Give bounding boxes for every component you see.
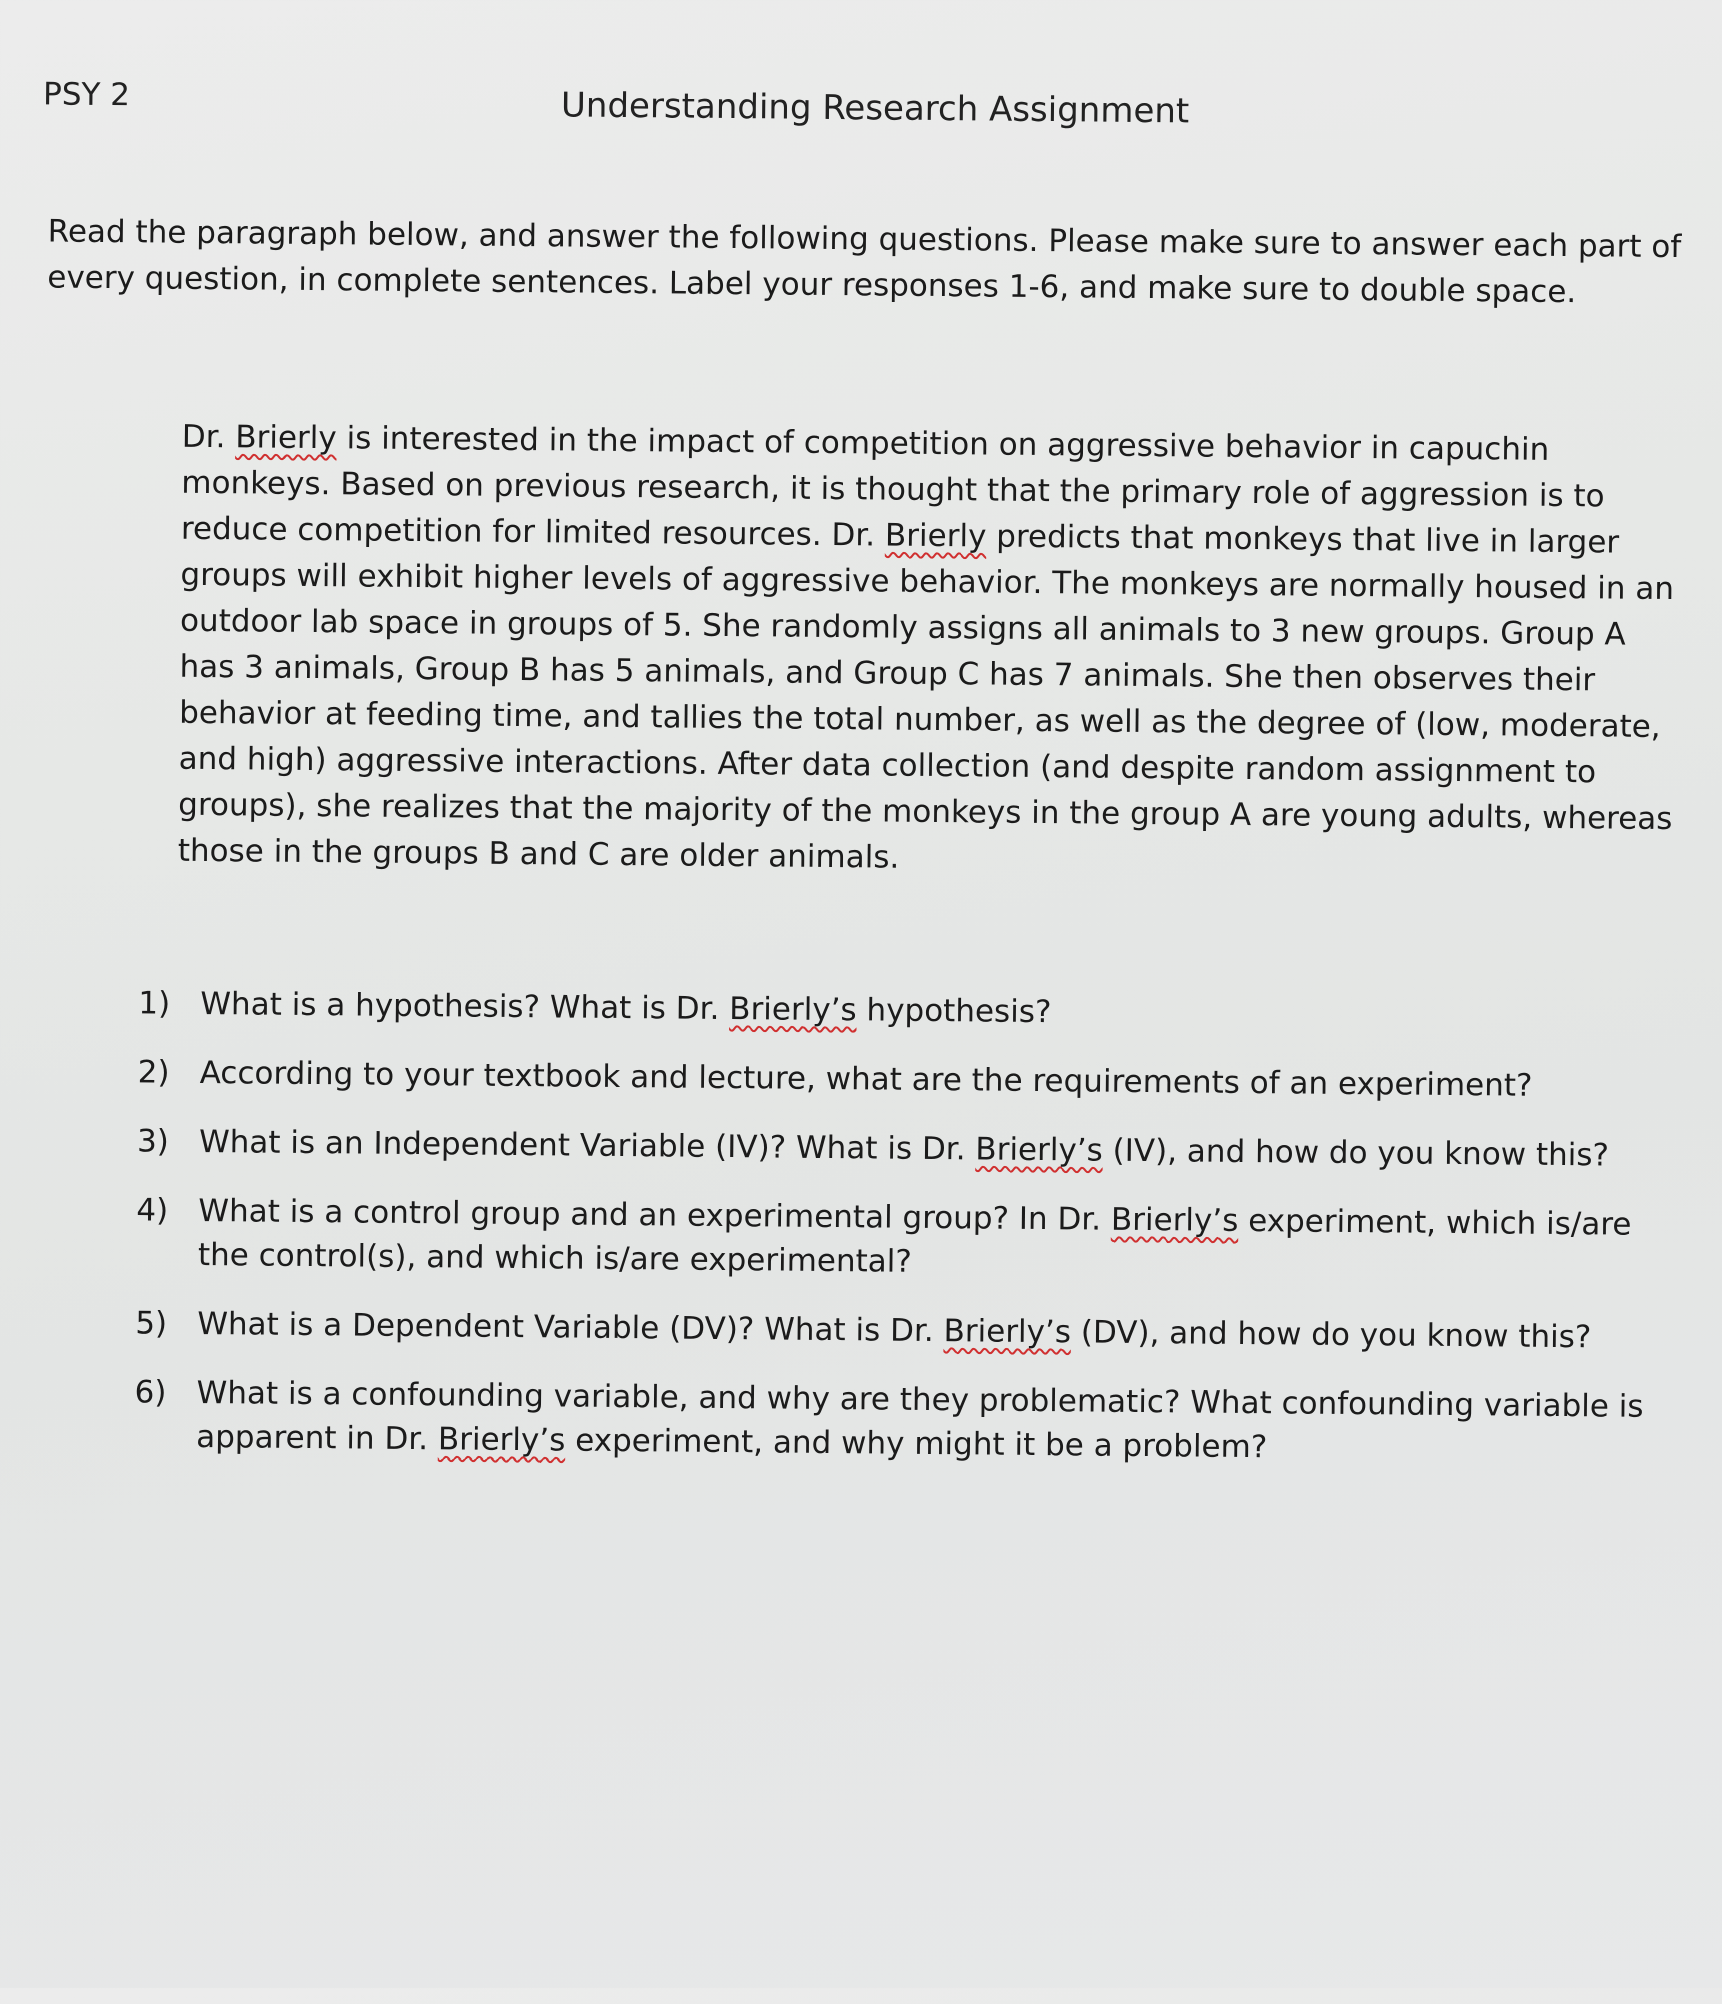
question-item xyxy=(136,1188,1657,1291)
passage-line: and high) aggressive interactions. After data collection (and despite random assignment to xyxy=(178,740,1597,791)
question-text: What is an Independent Variable (IV)? What is Dr. Brierly’s (IV), and how do you know this? xyxy=(198,1123,1610,1174)
question-number: 2) xyxy=(137,1054,170,1091)
question-text: What is a Dependent Variable (DV)? What is Dr. Brierly’s (DV), and how do you know this? xyxy=(197,1305,1592,1356)
passage-line: groups), she realizes that the majority of the monkeys in the group A are young adults, whereas xyxy=(178,786,1673,838)
instructions-text: Read the paragraph below, and answer the following questions. Please make sure to answer each part of every question, in complete sentences. Label your responses 1-6, and make sure to double space. xyxy=(47,213,1682,311)
passage-line: has 3 animals, Group B has 5 animals, and Group C has 7 animals. She then observes their xyxy=(179,648,1596,699)
question-number: 3) xyxy=(136,1123,170,1160)
spellcheck-word: Brierly’s xyxy=(1110,1201,1239,1239)
question-text: What is a control group and an experimental group? In Dr. Brierly’s experiment, which is/are the control(s), and which is/are experimental? xyxy=(197,1192,1632,1280)
passage-line: outdoor lab space in groups of 5. She randomly assigns all animals to 3 new groups. Group A xyxy=(179,602,1626,653)
question-text: According to your textbook and lecture, what are the requirements of an experiment? xyxy=(199,1054,1533,1104)
question-number: 1) xyxy=(138,985,171,1022)
assignment-title: Understanding Research Assignment xyxy=(560,85,1190,132)
passage-line: groups will exhibit higher levels of aggressive behavior. The monkeys are normally housed in an xyxy=(180,556,1675,608)
passage-line: behavior at feeding time, and tallies the total number, as well as the degree of (low, moderate, xyxy=(178,694,1661,745)
course-code: PSY 2 xyxy=(42,76,131,114)
question-item xyxy=(135,1301,1655,1360)
scenario-paragraph xyxy=(177,414,1675,888)
passage-line: reduce competition for limited resources. Dr. Brierly predicts that monkeys that live in larger xyxy=(180,510,1620,561)
spellcheck-word: Brierly’s xyxy=(975,1131,1103,1169)
spellcheck-word: Brierly’s xyxy=(943,1313,1072,1351)
passage-line: Dr. Brierly is interested in the impact of competition on aggressive behavior in capuchin xyxy=(181,418,1550,468)
question-item xyxy=(138,1050,1658,1109)
question-list xyxy=(134,981,1659,1498)
question-number: 6) xyxy=(134,1374,167,1411)
question-item xyxy=(138,981,1658,1040)
question-item xyxy=(137,1119,1657,1178)
question-item xyxy=(134,1370,1655,1473)
spellcheck-word: Brierly’s xyxy=(437,1421,566,1459)
question-text: What is a confounding variable, and why are they problematic? What confounding variable is apparent in Dr. Brierly’s experiment, and why might it be a problem? xyxy=(196,1374,1644,1466)
spellcheck-word: Brierly’s xyxy=(729,991,857,1029)
question-number: 4) xyxy=(136,1192,169,1229)
spellcheck-word: Brierly xyxy=(884,517,987,555)
question-number: 5) xyxy=(135,1305,168,1342)
passage-line: monkeys. Based on previous research, it is thought that the primary role of aggression is to xyxy=(181,464,1605,515)
passage-line: those in the groups B and C are older animals. xyxy=(177,832,900,876)
question-text: What is a hypothesis? What is Dr. Brierly’s hypothesis? xyxy=(200,985,1052,1031)
spellcheck-word: Brierly xyxy=(235,419,337,457)
